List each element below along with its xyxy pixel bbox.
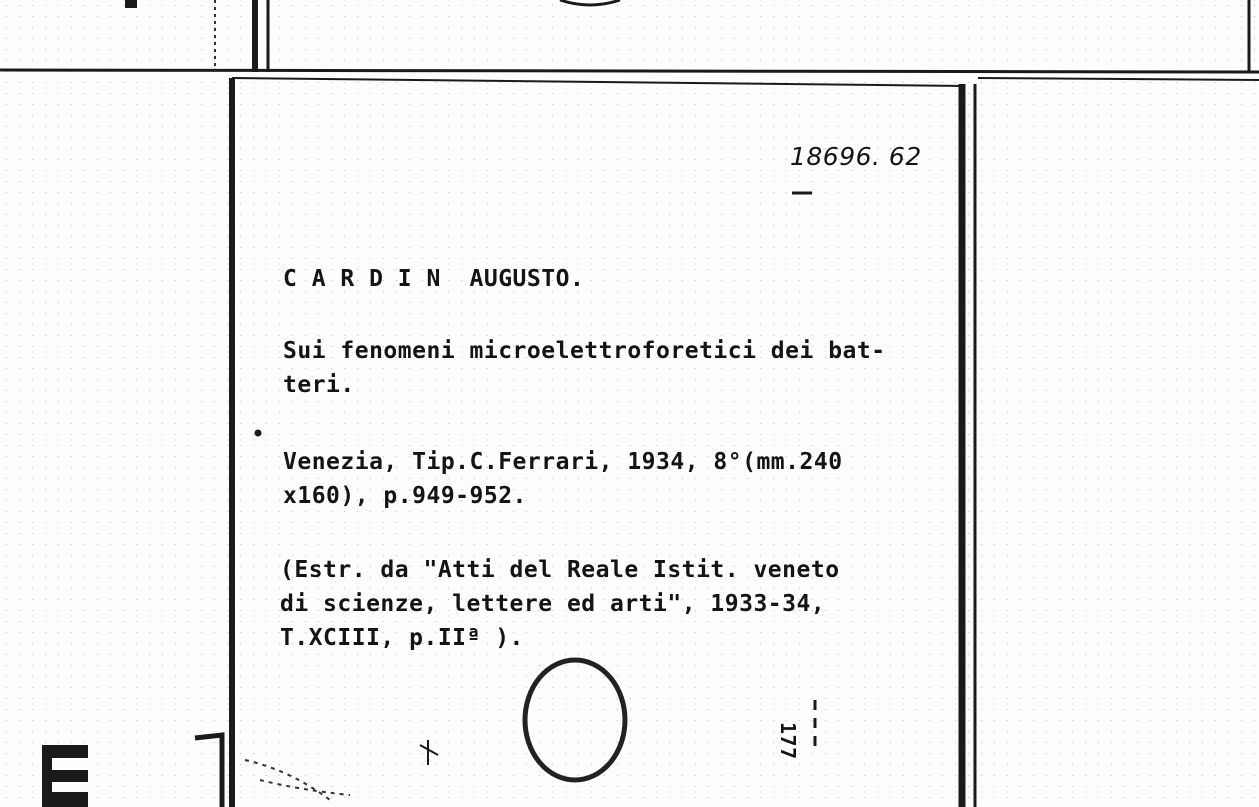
note-line-1: (Estr. da "Atti del Reale Istit. veneto xyxy=(280,557,840,583)
handwritten-number: 177 xyxy=(776,722,800,760)
note-line-2: di scienze, lettere ed arti", 1933-34, xyxy=(280,591,826,617)
library-stamp-oval xyxy=(525,660,625,780)
imprint-line-2: x160), p.949-952. xyxy=(283,483,527,509)
plus-mark xyxy=(420,740,438,765)
author-heading: C A R D I N AUGUSTO. xyxy=(283,266,585,292)
top-edge-line xyxy=(0,70,1259,72)
imprint-line-1: Venezia, Tip.C.Ferrari, 1934, 8°(mm.240 xyxy=(283,449,843,475)
bottom-left-block-letter xyxy=(42,745,88,807)
title-line-2: teri. xyxy=(283,372,355,398)
title-line-1: Sui fenomeni microelettroforetici dei bat- xyxy=(283,338,886,364)
call-number: 18696. 62 xyxy=(790,142,922,171)
bottom-scribble xyxy=(245,760,350,800)
top-stamp-fragment xyxy=(560,0,620,5)
right-card-top-border xyxy=(978,78,1259,80)
top-left-mark xyxy=(125,0,137,8)
bottom-left-bracket xyxy=(195,735,222,807)
note-line-3: T.XCIII, p.IIª ). xyxy=(280,625,524,651)
margin-dot xyxy=(255,430,262,437)
card-top-border xyxy=(232,78,965,86)
